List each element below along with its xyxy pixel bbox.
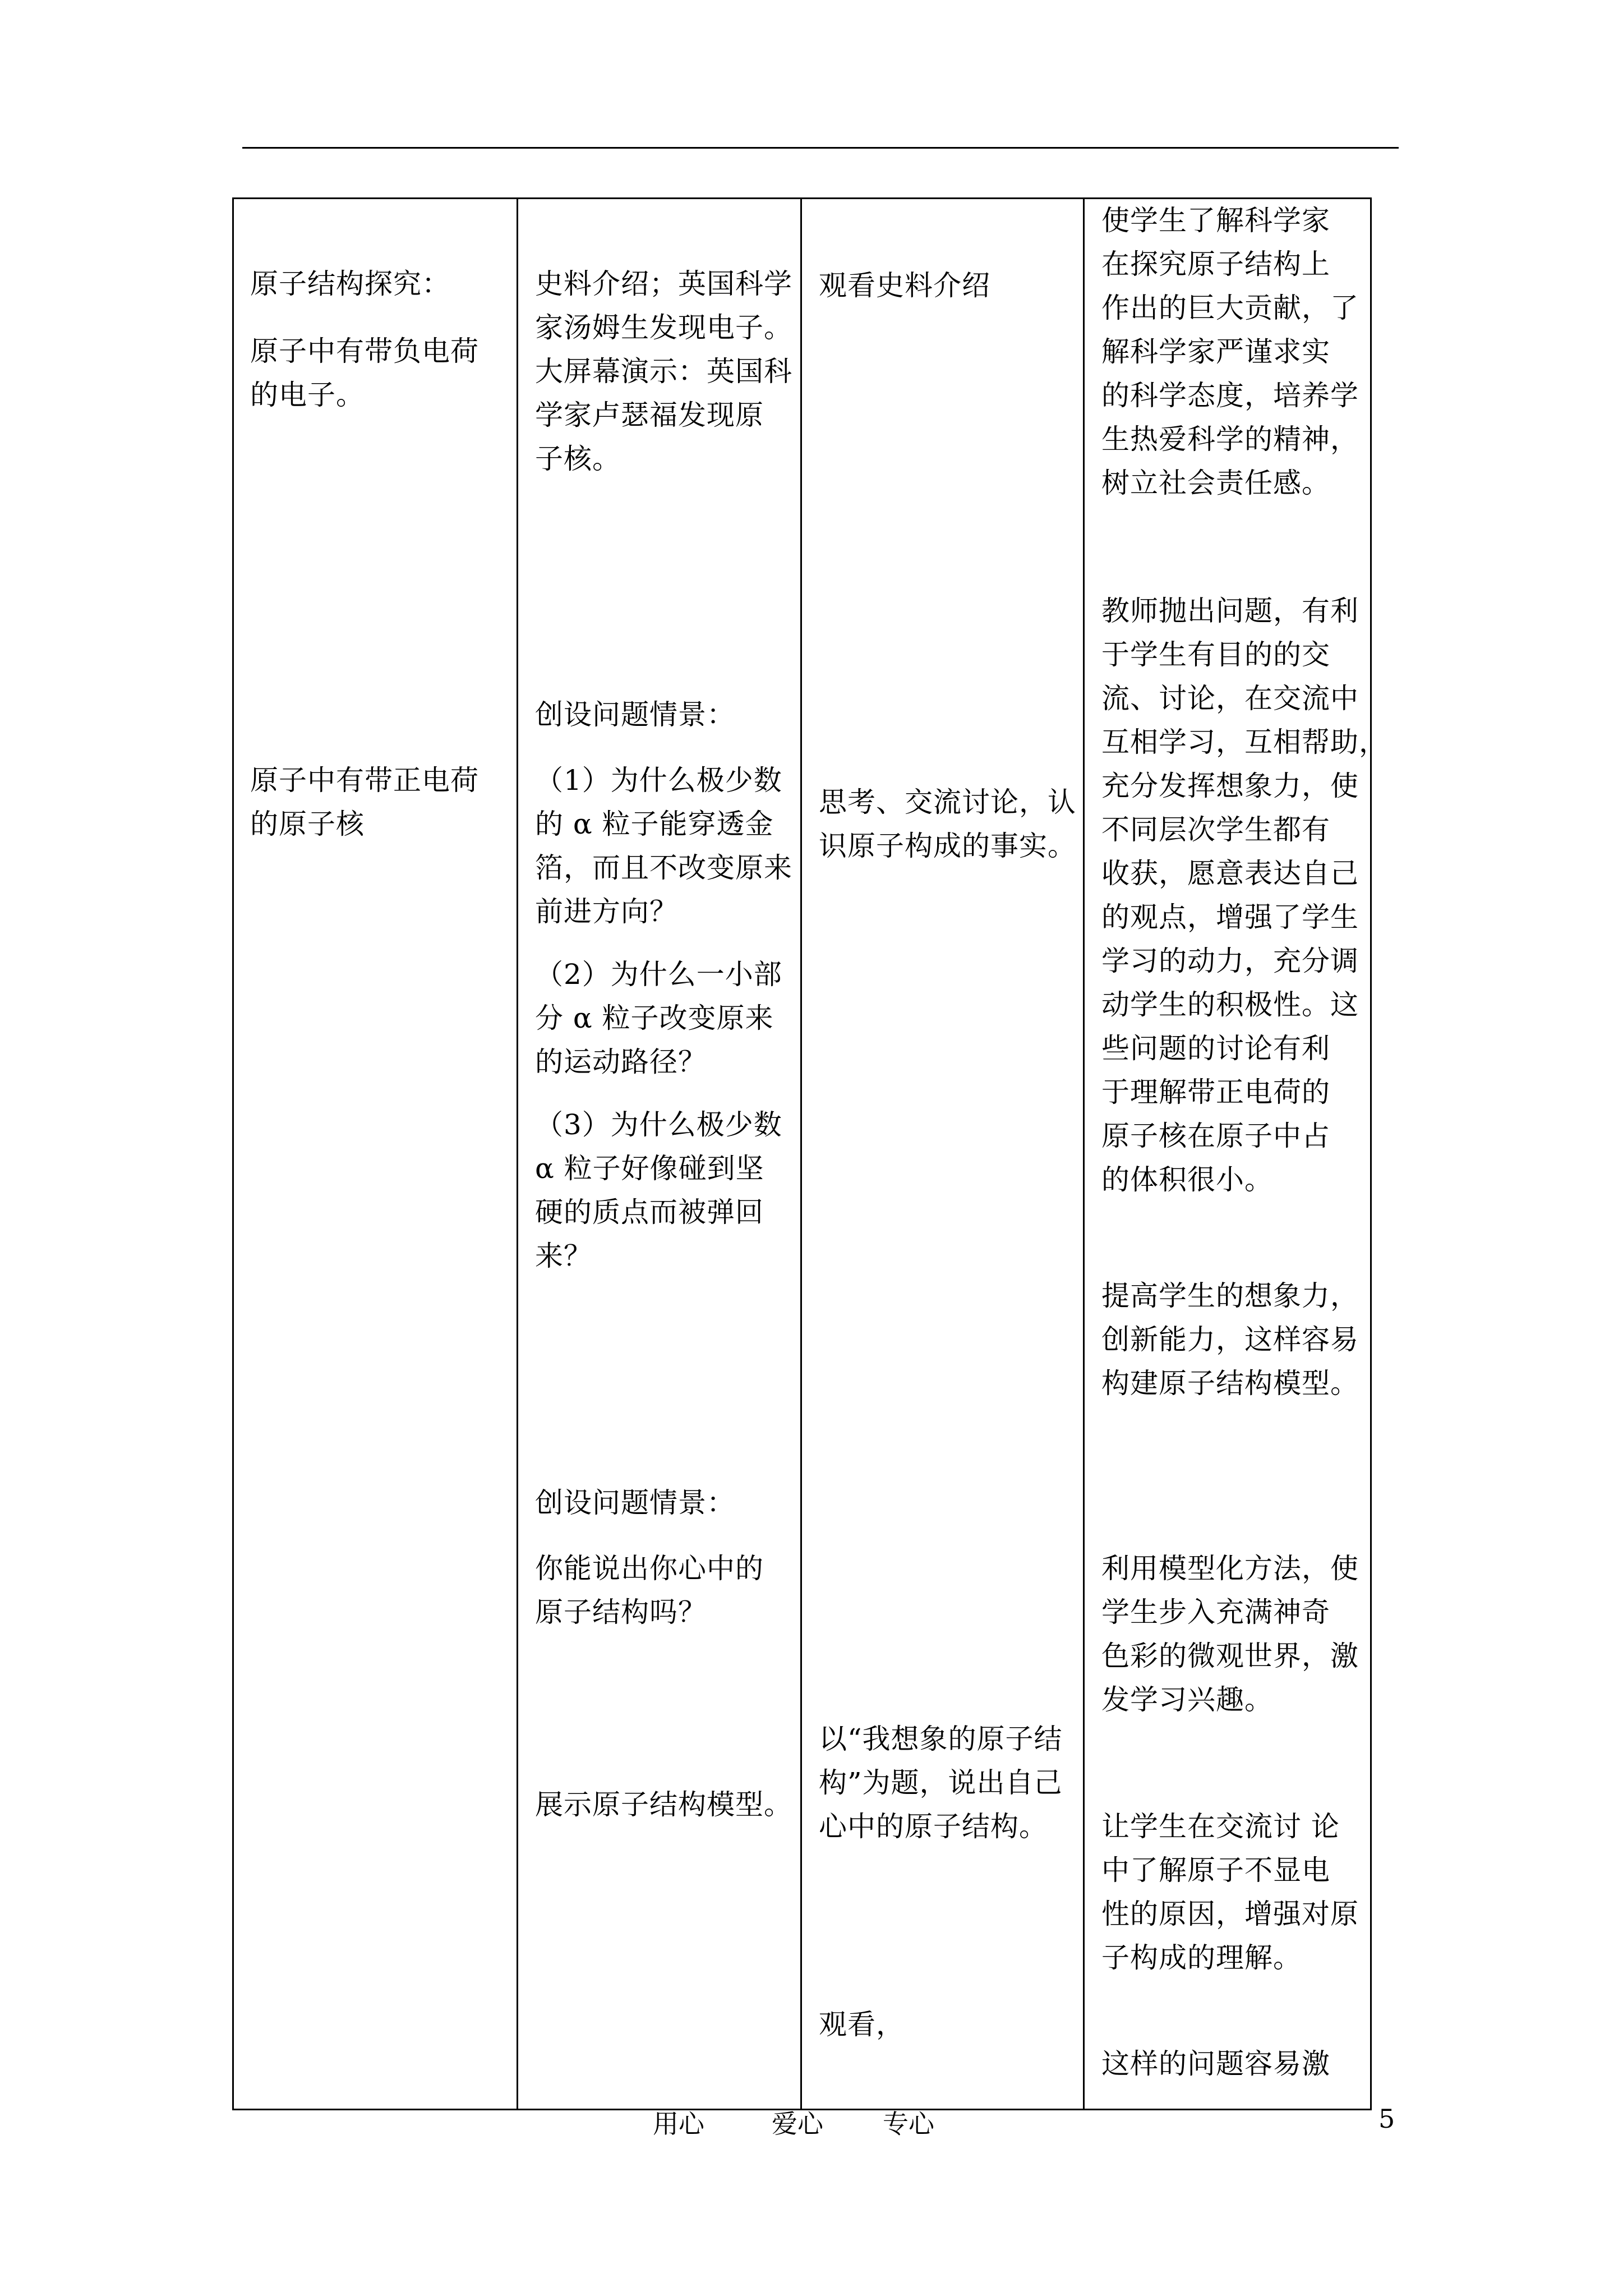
discuss-line-2: 识原子构成的事实。 [819, 830, 1076, 862]
question-3-line-1: （3）为什么极少数 [535, 1108, 782, 1141]
content-item-negative-electron-1: 原子中有带负电荷 [250, 335, 479, 367]
history-line-3: 大屏幕演示：英国科 [535, 355, 792, 388]
purpose-3-line-3: 构建原子结构模型。 [1101, 1367, 1359, 1400]
purpose-1-line-3: 作出的巨大贡献，了 [1101, 292, 1359, 324]
purpose-1-line-1: 使学生了解科学家 [1101, 204, 1330, 237]
content-item-negative-electron-2: 的电子。 [250, 379, 365, 411]
purpose-2-line-8: 的观点，增强了学生 [1101, 901, 1359, 933]
page-number: 5 [1378, 2104, 1395, 2134]
history-line-5: 子核。 [535, 443, 621, 475]
purpose-1-line-2: 在探究原子结构上 [1101, 248, 1330, 280]
purpose-1-line-4: 解科学家严谨求实 [1101, 335, 1330, 368]
column-divider-2 [800, 199, 802, 2109]
purpose-2-line-9: 学习的动力，充分调 [1101, 945, 1359, 977]
purpose-5-line-4: 子构成的理解。 [1101, 1941, 1302, 1974]
purpose-2-line-5: 充分发挥想象力，使 [1101, 770, 1359, 802]
purpose-4-line-3: 色彩的微观世界，激 [1101, 1640, 1359, 1672]
imagine-line-3: 心中的原子结构。 [819, 1810, 1048, 1843]
section-title: 原子结构探究： [250, 268, 450, 300]
column-divider-1 [517, 199, 518, 2109]
purpose-2-line-14: 的体积很小。 [1101, 1163, 1273, 1196]
question-1-line-4: 前进方向？ [535, 895, 678, 928]
footer-motto-2: 爱心 [772, 2109, 823, 2139]
history-line-4: 学家卢瑟福发现原 [535, 399, 764, 431]
purpose-2-line-3: 流、讨论，在交流中 [1101, 682, 1359, 715]
purpose-6-line-1: 这样的问题容易激 [1101, 2047, 1330, 2080]
question-2-line-2: 分 α 粒子改变原来 [535, 1002, 774, 1034]
purpose-2-line-13: 原子核在原子中占 [1101, 1120, 1330, 1152]
history-line-2: 家汤姆生发现电子。 [535, 311, 792, 344]
purpose-1-line-5: 的科学态度，培养学 [1101, 379, 1359, 412]
model-display: 展示原子结构模型。 [535, 1788, 792, 1821]
purpose-2-line-10: 动学生的积极性。这 [1101, 988, 1359, 1021]
purpose-2-line-7: 收获，愿意表达自己 [1101, 857, 1359, 890]
purpose-3-line-2: 创新能力，这样容易 [1101, 1323, 1359, 1356]
purpose-5-line-1: 让学生在交流讨 论 [1101, 1810, 1340, 1843]
purpose-2-line-6: 不同层次学生都有 [1101, 813, 1330, 846]
purpose-1-line-6: 生热爱科学的精神， [1101, 423, 1359, 455]
question-1-line-1: （1）为什么极少数 [535, 764, 782, 797]
scenario-title-2: 创设问题情景： [535, 1487, 735, 1519]
purpose-5-line-2: 中了解原子不显电 [1101, 1854, 1330, 1887]
question-1-line-2: 的 α 粒子能穿透金 [535, 808, 774, 840]
scenario-title-1: 创设问题情景： [535, 698, 735, 731]
watch-history: 观看史料介绍 [819, 269, 990, 302]
purpose-2-line-4: 互相学习，互相帮助， [1101, 726, 1387, 758]
history-line-1: 史料介绍；英国科学 [535, 268, 792, 300]
purpose-2-line-1: 教师抛出问题，有利 [1101, 595, 1359, 627]
question-2-line-1: （2）为什么一小部 [535, 958, 782, 991]
watch-model: 观看， [819, 2008, 905, 2041]
imagine-line-1: 以“我想象的原子结 [819, 1723, 1063, 1755]
column-divider-3 [1083, 199, 1085, 2109]
purpose-2-line-2: 于学生有目的的交 [1101, 638, 1330, 671]
purpose-3-line-1: 提高学生的想象力， [1101, 1280, 1359, 1312]
imagine-line-2: 构”为题，说出自己 [819, 1766, 1063, 1799]
header-rule [242, 147, 1399, 149]
purpose-1-line-7: 树立社会责任感。 [1101, 467, 1330, 499]
purpose-4-line-4: 发学习兴趣。 [1101, 1683, 1273, 1716]
purpose-2-line-11: 些问题的讨论有利 [1101, 1032, 1330, 1065]
question-2-line-3: 的运动路径？ [535, 1046, 707, 1078]
purpose-2-line-12: 于理解带正电荷的 [1101, 1076, 1330, 1108]
question-3-line-3: 硬的质点而被弹回 [535, 1196, 764, 1228]
question-3-line-2: α 粒子好像碰到坚 [535, 1152, 764, 1185]
purpose-5-line-3: 性的原因，增强对原 [1101, 1898, 1359, 1930]
question-1-line-3: 箔，而且不改变原来 [535, 852, 792, 884]
footer-motto-3: 专心 [883, 2109, 934, 2139]
question-3-line-4: 来？ [535, 1240, 592, 1272]
purpose-4-line-2: 学生步入充满神奇 [1101, 1596, 1330, 1628]
footer-motto-1: 用心 [653, 2109, 704, 2139]
content-item-positive-nucleus-2: 的原子核 [250, 808, 365, 840]
purpose-4-line-1: 利用模型化方法，使 [1101, 1552, 1359, 1585]
question-4-line-2: 原子结构吗？ [535, 1596, 707, 1628]
discuss-line-1: 思考、交流讨论，认 [819, 786, 1076, 818]
content-item-positive-nucleus-1: 原子中有带正电荷 [250, 764, 479, 797]
question-4-line-1: 你能说出你心中的 [535, 1552, 764, 1585]
